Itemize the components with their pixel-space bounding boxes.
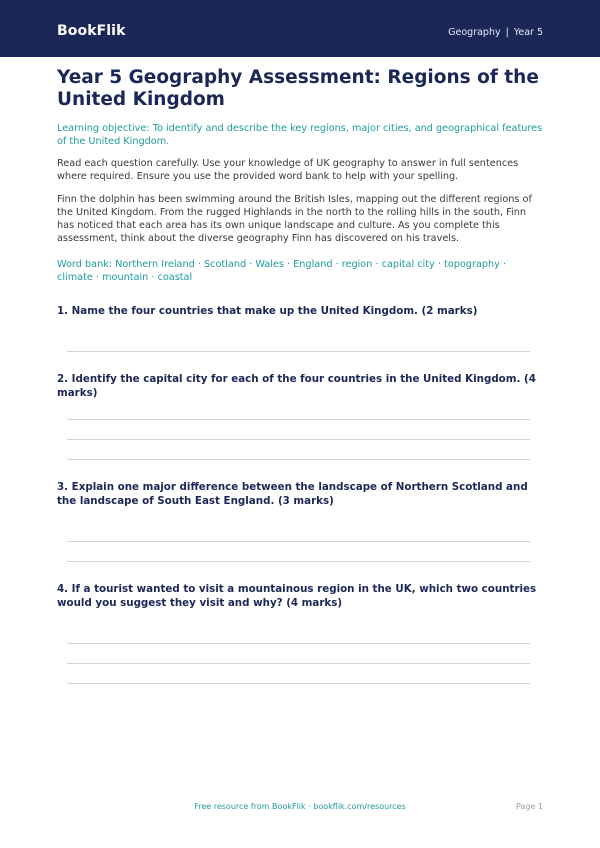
learning-objective: Learning objective: To identify and describe the key regions, major cities, and geographical features of the United Kingdom. — [57, 123, 543, 147]
footer-link[interactable]: Free resource from BookFlik · bookflik.com/resources — [194, 802, 406, 811]
breadcrumb-year: Year 5 — [513, 27, 543, 38]
question-2: 2. Identify the capital city for each of the four countries in the United Kingdom. (4 marks) — [57, 373, 536, 399]
answer-line[interactable] — [67, 643, 530, 644]
answer-line[interactable] — [67, 439, 530, 440]
question-1: 1. Name the four countries that make up the United Kingdom. (2 marks) — [57, 305, 478, 317]
instructions-paragraph: Read each question carefully. Use your knowledge of UK geography to answer in full sentences where required. Ensure you use the provided word bank to help with your spelling. — [57, 158, 519, 182]
page-number: Page 1 — [516, 802, 543, 811]
page-title: Year 5 Geography Assessment: Regions of the United Kingdom — [57, 67, 539, 110]
answer-line[interactable] — [67, 419, 530, 420]
answer-line[interactable] — [67, 351, 530, 352]
answer-line[interactable] — [67, 459, 530, 460]
word-bank: Word bank: Northern Ireland · Scotland · Wales · England · region · capital city · topography · climate · mountain · coastal — [57, 259, 507, 283]
breadcrumb-separator: | — [505, 27, 509, 38]
story-paragraph: Finn the dolphin has been swimming around the British Isles, mapping out the different regions of the United Kingdom. From the rugged Highlands in the north to the rolling hills in the south, Finn has noticed that each area has its own unique landscape and culture. As you complete this assessment, think about the diverse geography Finn has discovered on his travels. — [57, 194, 532, 244]
question-3: 3. Explain one major difference between the landscape of Northern Scotland and the landscape of South East England. (3 marks) — [57, 481, 528, 507]
breadcrumb — [448, 27, 543, 38]
answer-line[interactable] — [67, 561, 530, 562]
breadcrumb-subject: Geography — [448, 27, 501, 38]
header-bar — [0, 0, 600, 57]
answer-line[interactable] — [67, 683, 530, 684]
answer-line[interactable] — [67, 541, 530, 542]
question-4: 4. If a tourist wanted to visit a mountainous region in the UK, which two countries would you suggest they visit and why? (4 marks) — [57, 583, 537, 609]
answer-line[interactable] — [67, 663, 530, 664]
brand-logo[interactable]: BookFlik — [57, 23, 126, 39]
